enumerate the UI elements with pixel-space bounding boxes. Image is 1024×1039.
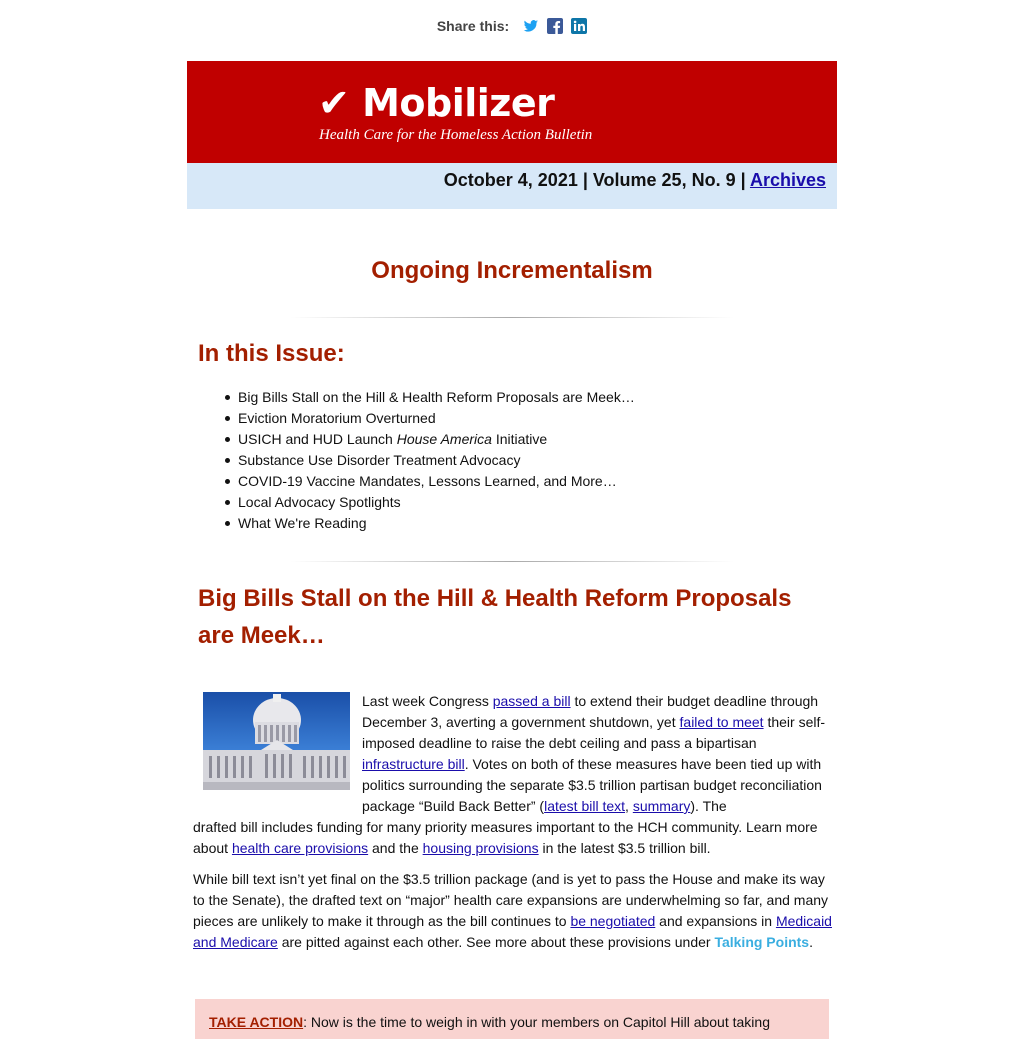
share-label: Share this: [436, 18, 510, 34]
toc-item-text: Initiative [491, 431, 548, 447]
infrastructure-bill-link[interactable]: infrastructure bill [362, 756, 465, 772]
failed-to-meet-link[interactable]: failed to meet [679, 714, 764, 730]
toc-item[interactable]: Eviction Moratorium Overturned [238, 408, 635, 429]
bulletin-header [187, 61, 837, 209]
passed-bill-link[interactable]: passed a bill [492, 693, 571, 709]
banner [187, 61, 837, 163]
toc-item-italic: House America [396, 431, 492, 447]
issue-title: Ongoing Incrementalism [371, 257, 653, 284]
article-heading: Big Bills Stall on the Hill & Health Reform Proposals are Meek… [198, 585, 792, 649]
toc-heading: In this Issue: [198, 340, 345, 367]
be-negotiated-link[interactable]: be negotiated [570, 913, 656, 929]
article-paragraph: Last week Congress passed a bill to extend their budget deadline through December 3, averting a government shutdown, yet failed to meet their self-imposed deadline to raise the debt ceiling and pass a bipartisan infrastructure bill. Votes on both of these measures have been tied up with politics surrounding the separate $3.5 trillion partisan budget reconciliation package “Build Back Better” (latest bill text, summary). The [362, 693, 826, 814]
tagline: Health Care for the Homeless Action Bulletin [319, 127, 593, 143]
latest-bill-text-link[interactable]: latest bill text [544, 798, 626, 814]
health-care-provisions-link[interactable]: health care provisions [231, 840, 369, 856]
date-volume: October 4, 2021 | Volume 25, No. 9 | [443, 170, 750, 190]
archives-link[interactable]: Archives [749, 170, 826, 190]
twitter-icon[interactable] [523, 18, 539, 34]
housing-provisions-link[interactable]: housing provisions [422, 840, 539, 856]
toc-item[interactable]: Substance Use Disorder Treatment Advocacy [238, 450, 635, 471]
mobilizer-logo: ✔ Mobilizer [318, 81, 555, 125]
toc-item[interactable]: COVID-19 Vaccine Mandates, Lessons Learned, and More… [238, 471, 635, 492]
toc-item[interactable]: Big Bills Stall on the Hill & Health Reform Proposals are Meek… [238, 387, 635, 408]
toc-item[interactable]: What We're Reading [238, 513, 635, 534]
capitol-image [203, 692, 350, 790]
take-action-text: : Now is the time to weigh in with your members on Capitol Hill about taking [303, 1014, 770, 1030]
medicaid-medicare-link[interactable]: Medicaid and Medicare [193, 913, 832, 950]
toc-item-text: USICH and HUD Launch [238, 431, 397, 447]
facebook-icon[interactable] [547, 18, 563, 34]
dateline [187, 163, 837, 209]
divider [290, 317, 734, 318]
toc-list [238, 387, 635, 534]
talking-points-link[interactable]: Talking Points [714, 934, 810, 950]
article-paragraph: While bill text isn’t yet final on the $3.5 trillion package (and is yet to pass the House and make its way to the Senate), the drafted text on “major” health care expansions are underwhelming so far, and many pieces are unlikely to make it through as the bill continues to be negotiated and expansions in Medicaid and Medicare are pitted against each other. See more about these provisions under Talking Points. [193, 871, 832, 950]
summary-link[interactable]: summary [632, 798, 691, 814]
toc-item[interactable] [238, 429, 635, 450]
linkedin-icon[interactable] [571, 18, 587, 34]
take-action-label[interactable]: TAKE ACTION [209, 1014, 304, 1030]
take-action-box [195, 999, 829, 1039]
toc-item[interactable]: Local Advocacy Spotlights [238, 492, 635, 513]
divider [290, 561, 734, 562]
article-paragraph: drafted bill includes funding for many priority measures important to the HCH community. Learn more about health care provisions and the housing provisions in the latest $3.5 trillion bill. [193, 819, 818, 856]
share-bar [0, 18, 1024, 34]
